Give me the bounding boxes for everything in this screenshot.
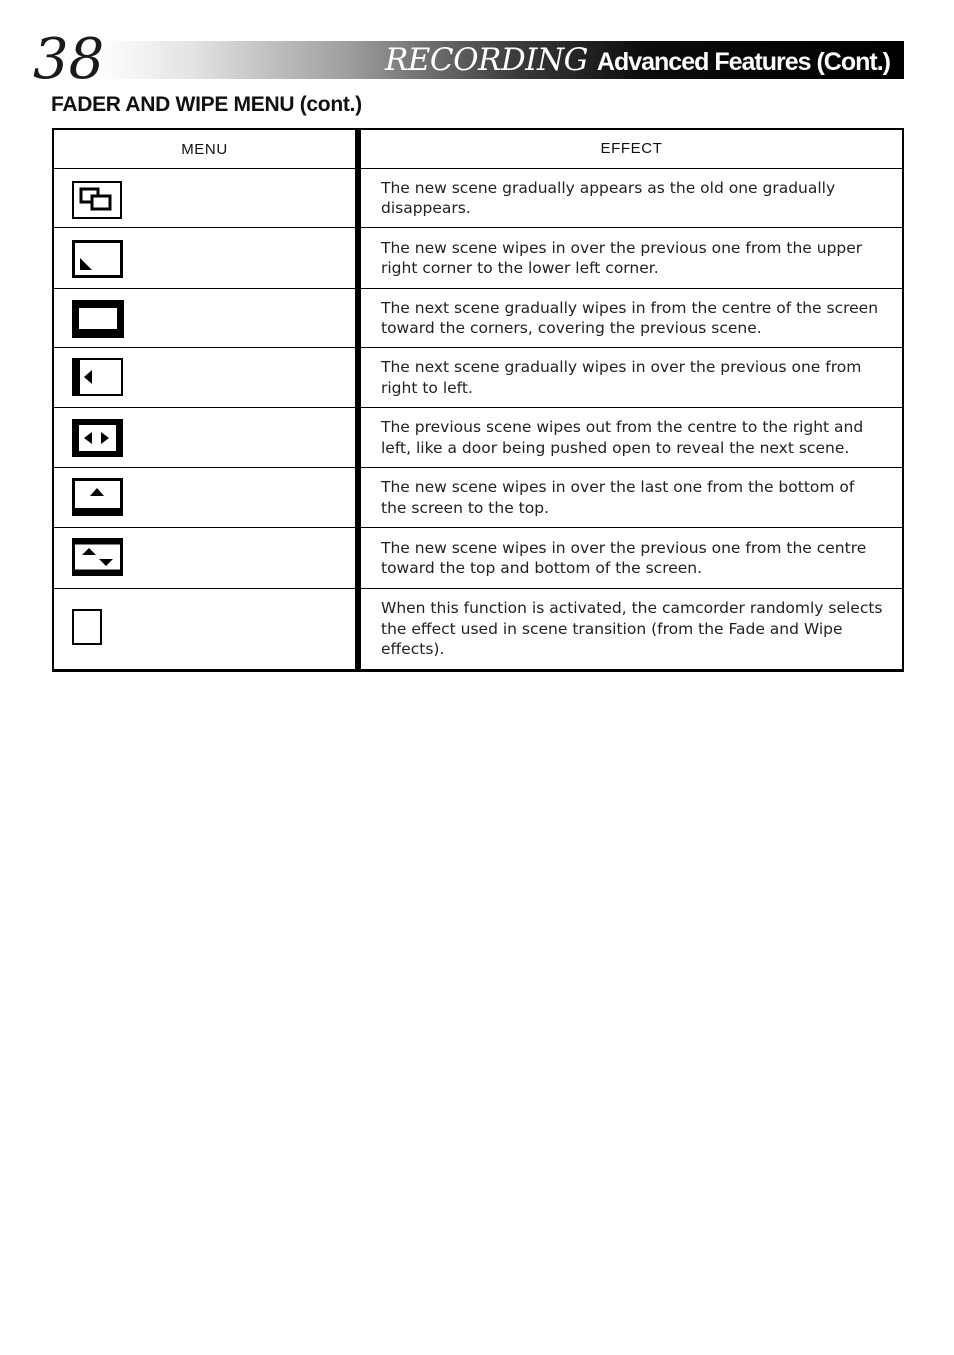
scroll-up-wipe-icon <box>72 478 123 516</box>
menu-column-header: MENU <box>54 130 361 168</box>
table-row <box>54 467 902 527</box>
corner-wipe-icon <box>72 240 123 278</box>
effect-description: The next scene gradually wipes in over the previous one from right to left. <box>381 358 862 397</box>
effect-description: The previous scene wipes out from the centre to the right and left, like a door being pushed open to reveal the next scene. <box>381 418 864 457</box>
table-row <box>54 288 902 347</box>
section-heading: FADER AND WIPE MENU (cont.) <box>51 93 362 116</box>
page-number: 38 <box>33 27 105 92</box>
effect-description: The new scene wipes in over the last one from the bottom of the screen to the top. <box>381 478 855 517</box>
menu-cell <box>54 408 361 467</box>
effect-description: When this function is activated, the camcorder randomly selects the effect used in scene transition (from the Fade and Wipe effects). <box>381 599 883 659</box>
menu-cell <box>54 348 361 407</box>
effect-description: The next scene gradually wipes in from the centre of the screen toward the corners, covering the previous scene. <box>381 298 879 337</box>
table-header-row <box>54 130 902 168</box>
menu-cell <box>54 289 361 347</box>
table-row <box>54 527 902 588</box>
section-title-sub: Advanced Features (Cont.) <box>596 48 890 76</box>
fade-icon <box>72 181 122 219</box>
table-row <box>54 347 902 407</box>
table-row <box>54 588 902 669</box>
section-title-main: RECORDING <box>384 42 588 78</box>
menu-cell <box>54 589 361 669</box>
menu-cell <box>54 228 361 288</box>
menu-cell <box>54 169 361 227</box>
slide-left-wipe-icon <box>72 358 123 396</box>
table-row <box>54 227 902 288</box>
menu-cell <box>54 528 361 588</box>
section-header-bar <box>98 41 904 79</box>
window-wipe-icon <box>72 300 124 338</box>
effect-description: The new scene wipes in over the previous one from the upper right corner to the lower left corner. <box>381 238 863 277</box>
effect-description: The new scene wipes in over the previous one from the centre toward the top and bottom of the screen. <box>381 538 867 577</box>
shutter-wipe-icon <box>72 538 123 576</box>
table-row <box>54 168 902 227</box>
fader-wipe-table <box>52 128 904 672</box>
effect-column-header: EFFECT <box>600 139 663 157</box>
door-wipe-icon <box>72 419 123 457</box>
table-row <box>54 407 902 467</box>
effect-description: The new scene gradually appears as the old one gradually disappears. <box>381 178 836 217</box>
random-icon <box>72 609 102 645</box>
menu-cell <box>54 468 361 527</box>
section-title <box>385 41 890 79</box>
